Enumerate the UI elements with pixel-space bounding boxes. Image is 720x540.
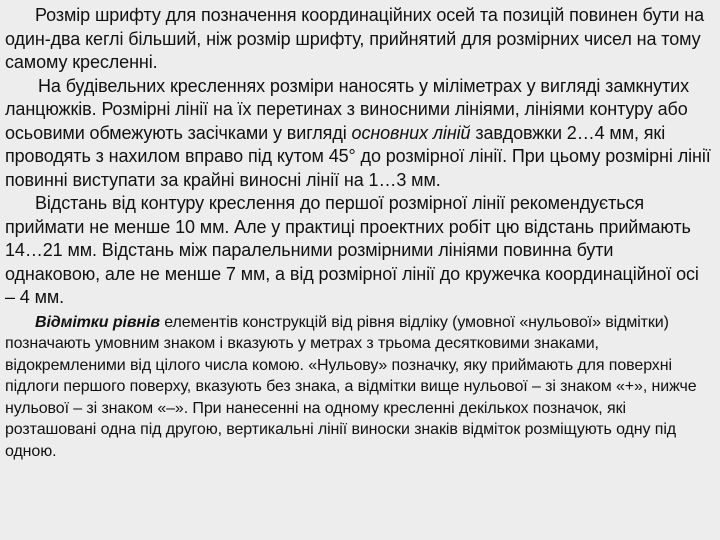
paragraph-dimension-chains-text-a: На будівельних кресленнях розміри наносять у міліметрах у вигляді замкнутих ланцюжків. Розмірні лінії на їх перетинах з виносними лініями, лініями контуру або осьовими обмежують засічками у вигляді (5, 75, 690, 143)
main-text-block (5, 0, 712, 310)
levels-text-block (5, 312, 712, 463)
paragraph-font-size: Розмір шрифту для позначення координаційних осей та позицій повинен бути на один-два кеглі більший, ніж розмір шрифту, прийнятий для розмірних чисел на тому самому кресленні. (5, 5, 705, 72)
main-lines-term: основних ліній (351, 122, 471, 143)
paragraph-dimension-chains (5, 75, 712, 193)
level-marks-term: Відмітки рівнів (35, 313, 160, 331)
paragraph-distances: Відстань від контуру креслення до першої розмірної лінії рекомендується приймати не менше 10 мм. Але у практиці проектних робіт цю відстань приймають 14…21 мм. Відстань між паралельними розмірними лініями повинна бути однаковою, але не менше 7 мм, а від розмірної лінії до кружечка координаційної осі – 4 мм. (5, 193, 699, 307)
paragraph-dimension-chains-text-b: завдовжки 2…4 мм, які проводять з нахилом вправо під кутом 45° до розмірної лінії. При цьому розмірні лінії повинні виступати за крайні виносні лінії на 1…3 мм. (5, 122, 711, 190)
paragraph-level-marks (5, 312, 712, 463)
paragraph-level-marks-text: елементів конструкцій від рівня відліку (умовної «нульової» відмітки) позначають умовним знаком і вказують у метрах з трьома десятковими знаками, відокремленими від цілого числа комою. «Нульову» позначку, яку приймають для поверхні підлоги першого поверху, вказують без знака, а відмітки вище нульової – зі знаком «+», нижче нульової – зі знаком «–». При нанесенні на одному кресленні декількох позначок, які розташовані одна під другою, вертикальні лінії виноски знаків відміток розміщують одну під одною. (5, 313, 697, 461)
